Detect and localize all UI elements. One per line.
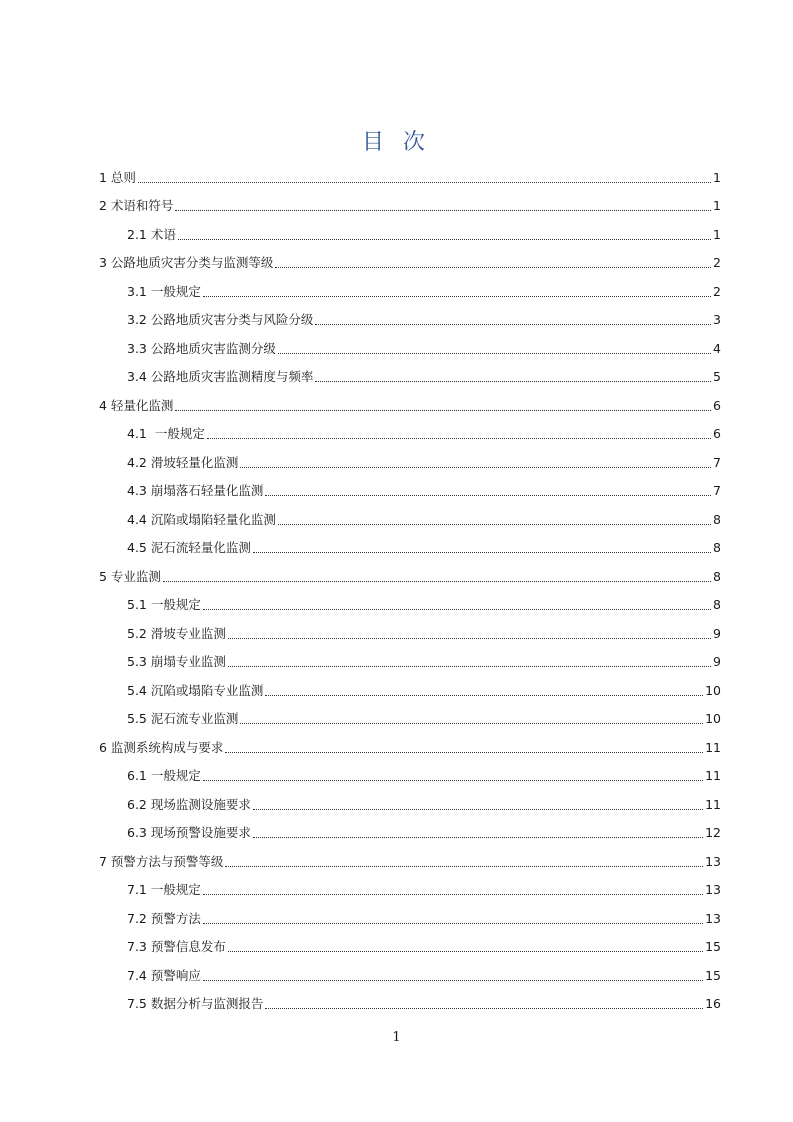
toc-dot-leader [265, 1008, 703, 1009]
toc-entry[interactable] [99, 186, 721, 215]
toc-dot-leader [138, 182, 711, 183]
toc-entry-page[interactable]: 1 [713, 226, 721, 242]
toc-entry-page[interactable]: 15 [705, 939, 721, 954]
toc-entry[interactable] [99, 955, 721, 984]
toc-entry[interactable] [99, 699, 721, 728]
toc-entry-label[interactable]: 4.5 泥石流轻量化监测 [127, 540, 251, 555]
toc-entry-label[interactable]: 7.2 预警方法 [127, 910, 201, 926]
toc-dot-leader [178, 239, 711, 240]
toc-dot-leader [278, 524, 711, 525]
toc-entry-page[interactable]: 4 [713, 340, 721, 356]
toc-entry-page[interactable]: 8 [713, 597, 721, 612]
toc-entry-label[interactable]: 7.1 一般规定 [127, 882, 201, 897]
toc-entry-label[interactable]: 1 总则 [99, 169, 136, 185]
toc-entry-label[interactable]: 7 预警方法与预警等级 [99, 853, 224, 869]
page-number: 1 [392, 1030, 401, 1045]
toc-entry-page[interactable]: 7 [713, 454, 721, 470]
toc-dot-leader [225, 866, 703, 867]
toc-entry-page[interactable]: 8 [713, 540, 721, 555]
toc-entry-label[interactable]: 4.3 崩塌落石轻量化监测 [127, 483, 264, 498]
toc-entry[interactable] [99, 613, 721, 642]
toc-entry[interactable] [99, 214, 721, 243]
toc-dot-leader [240, 467, 711, 468]
toc-entry[interactable] [99, 528, 721, 557]
toc-entry-page[interactable]: 6 [713, 426, 721, 441]
toc-entry[interactable] [99, 499, 721, 528]
toc-entry-page[interactable]: 2 [713, 283, 721, 299]
toc-entry-label[interactable]: 6.1 一般规定 [127, 768, 201, 783]
toc-dot-leader [253, 837, 703, 838]
toc-dot-leader [203, 296, 711, 297]
toc-entry[interactable] [99, 927, 721, 956]
toc-dot-leader [240, 723, 703, 724]
toc-entry[interactable] [99, 727, 721, 756]
toc-entry[interactable] [99, 670, 721, 699]
toc-entry[interactable] [99, 300, 721, 329]
toc-dot-leader [175, 410, 711, 411]
toc-entry-page[interactable]: 3 [713, 312, 721, 327]
toc-entry-page[interactable]: 10 [705, 682, 721, 698]
toc-dot-leader [163, 581, 711, 582]
toc-entry-label[interactable]: 3.3 公路地质灾害监测分级 [127, 340, 276, 356]
toc-entry-page[interactable]: 8 [713, 568, 721, 584]
toc-dot-leader [175, 210, 711, 211]
toc-entry-label[interactable]: 7.5 数据分析与监测报告 [127, 996, 264, 1011]
toc-dot-leader [315, 324, 711, 325]
toc-entry-page[interactable]: 9 [713, 625, 721, 641]
toc-entry-label[interactable]: 6.3 现场预警设施要求 [127, 825, 251, 840]
toc-dot-leader [225, 752, 703, 753]
toc-dot-leader [315, 381, 711, 382]
toc-entry[interactable] [99, 243, 721, 272]
toc-entry[interactable] [99, 984, 721, 1013]
toc-entry[interactable] [99, 813, 721, 842]
toc-entry-label[interactable]: 2 术语和符号 [99, 198, 174, 213]
toc-entry-page[interactable]: 6 [713, 397, 721, 413]
toc-entry-page[interactable]: 2 [713, 255, 721, 270]
toc-entry-label[interactable]: 5.4 沉陷或塌陷专业监测 [127, 682, 264, 698]
toc-dot-leader [203, 609, 711, 610]
toc-entry[interactable] [99, 385, 721, 414]
toc-dot-leader [203, 980, 703, 981]
toc-entry-label[interactable]: 7.3 预警信息发布 [127, 939, 226, 954]
toc-dot-leader [265, 695, 703, 696]
toc-entry-page[interactable]: 1 [713, 169, 721, 185]
toc-entry-label[interactable]: 5.3 崩塌专业监测 [127, 654, 226, 669]
toc-entry-label[interactable]: 4.2 滑坡轻量化监测 [127, 454, 239, 470]
toc-entry-label[interactable]: 5.1 一般规定 [127, 597, 201, 612]
toc-dot-leader [203, 923, 703, 924]
toc-dot-leader [265, 495, 711, 496]
toc-entry[interactable] [99, 585, 721, 614]
toc-dot-leader [278, 353, 711, 354]
toc-entry-page[interactable]: 11 [705, 796, 721, 812]
toc-entry-page[interactable]: 15 [705, 967, 721, 983]
toc-entry[interactable] [99, 870, 721, 899]
toc-entry-label[interactable]: 3.1 一般规定 [127, 283, 201, 299]
toc-entry-page[interactable]: 10 [705, 711, 721, 726]
toc-entry-page[interactable]: 11 [705, 768, 721, 783]
toc-entry-page[interactable]: 12 [705, 825, 721, 840]
toc-entry-page[interactable]: 11 [705, 739, 721, 755]
toc-entry-page[interactable]: 9 [713, 654, 721, 669]
toc-entry[interactable] [99, 756, 721, 785]
toc-entry[interactable] [99, 328, 721, 357]
toc-dot-leader [228, 638, 711, 639]
toc-entry-label[interactable]: 2.1 术语 [127, 226, 176, 242]
toc-entry-label[interactable]: 5.5 泥石流专业监测 [127, 711, 239, 726]
toc-entry[interactable] [99, 414, 721, 443]
toc-entry[interactable] [99, 784, 721, 813]
toc-entry-page[interactable]: 8 [713, 511, 721, 527]
toc-entry-page[interactable]: 7 [713, 483, 721, 498]
toc-dot-leader [228, 666, 711, 667]
toc-entry-page[interactable]: 5 [713, 369, 721, 384]
toc-entry[interactable] [99, 556, 721, 585]
toc-dot-leader [275, 267, 711, 268]
toc-entry-label[interactable]: 5.2 滑坡专业监测 [127, 625, 226, 641]
toc-title: 目 次 [362, 130, 431, 155]
toc-entry-label[interactable]: 3.2 公路地质灾害分类与风险分级 [127, 312, 314, 327]
toc-dot-leader [203, 780, 703, 781]
toc-entry-label[interactable]: 5 专业监测 [99, 568, 161, 584]
toc-entry-label[interactable]: 7.4 预警响应 [127, 967, 201, 983]
toc-entry-label[interactable]: 4.1 一般规定 [127, 426, 205, 441]
toc-dot-leader [228, 951, 703, 952]
toc-entry-label[interactable]: 3.4 公路地质灾害监测精度与频率 [127, 369, 314, 384]
toc-entry[interactable] [99, 271, 721, 300]
toc-dot-leader [253, 552, 711, 553]
toc-entry-label[interactable]: 3 公路地质灾害分类与监测等级 [99, 255, 274, 270]
toc-entry-label[interactable]: 4 轻量化监测 [99, 397, 174, 413]
toc-entry-page[interactable]: 13 [705, 910, 721, 926]
toc-entry[interactable] [99, 471, 721, 500]
toc-entry-label[interactable]: 4.4 沉陷或塌陷轻量化监测 [127, 511, 276, 527]
toc-entry[interactable] [99, 841, 721, 870]
toc-entry-label[interactable]: 6.2 现场监测设施要求 [127, 796, 251, 812]
toc-entry[interactable] [99, 442, 721, 471]
toc-entry[interactable] [99, 157, 721, 186]
table-of-contents [99, 157, 721, 1012]
toc-entry-page[interactable]: 1 [713, 198, 721, 213]
toc-entry[interactable] [99, 642, 721, 671]
toc-dot-leader [253, 809, 703, 810]
toc-dot-leader [207, 438, 711, 439]
toc-dot-leader [203, 894, 703, 895]
toc-entry-page[interactable]: 13 [705, 882, 721, 897]
toc-entry-page[interactable]: 13 [705, 853, 721, 869]
toc-entry[interactable] [99, 357, 721, 386]
toc-entry-label[interactable]: 6 监测系统构成与要求 [99, 739, 224, 755]
toc-entry[interactable] [99, 898, 721, 927]
toc-entry-page[interactable]: 16 [705, 996, 721, 1011]
